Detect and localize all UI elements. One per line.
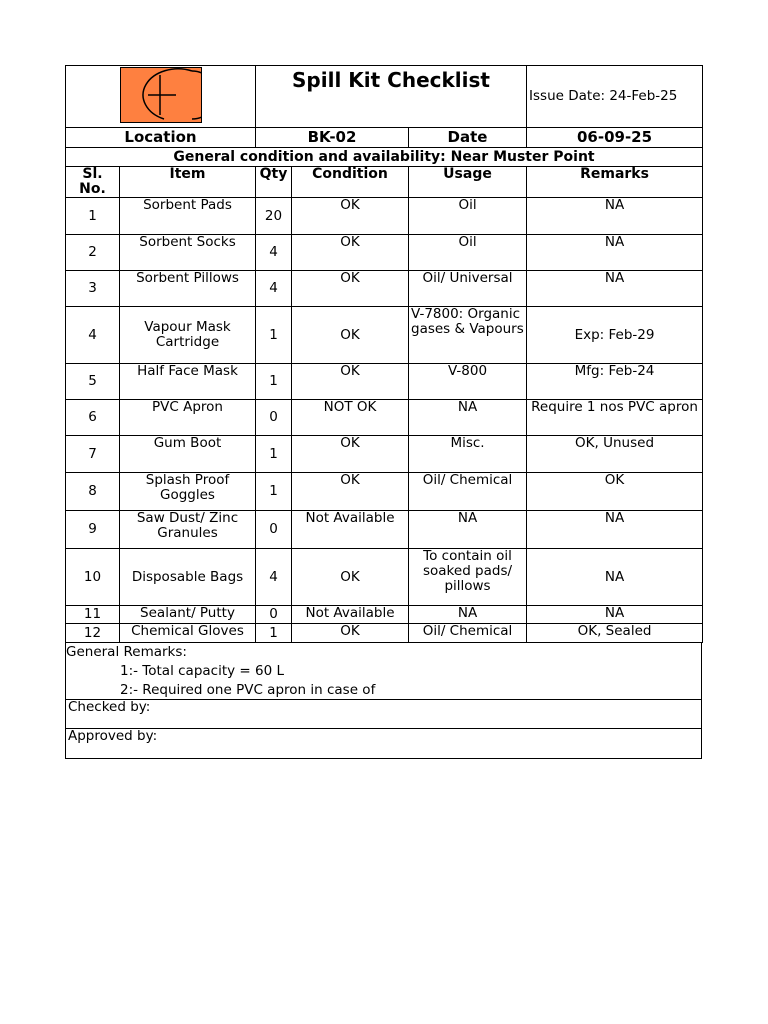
cell-qty: 1 — [256, 307, 292, 364]
general-remarks-label: General Remarks: — [66, 644, 187, 660]
cell-slno: 3 — [66, 271, 120, 307]
cell-condition: Not Available — [292, 606, 409, 624]
table-row — [66, 511, 703, 549]
cell-remarks: NA — [527, 511, 703, 549]
cell-qty: 4 — [256, 549, 292, 606]
table-row — [66, 549, 703, 606]
cell-item: Sorbent Socks — [120, 235, 256, 271]
cell-condition: OK — [292, 198, 409, 235]
cell-item: Half Face Mask — [120, 364, 256, 400]
cell-slno: 8 — [66, 473, 120, 511]
cell-slno: 4 — [66, 307, 120, 364]
page-title: Spill Kit Checklist — [256, 66, 527, 128]
cell-remarks: NA — [527, 606, 703, 624]
date-label: Date — [409, 128, 527, 148]
cell-usage: Oil — [409, 235, 527, 271]
cell-qty: 0 — [256, 606, 292, 624]
checklist-sheet — [65, 65, 702, 759]
cell-qty: 1 — [256, 436, 292, 473]
approved-by: Approved by: — [66, 729, 702, 759]
cell-condition: OK — [292, 549, 409, 606]
table-row — [66, 198, 703, 235]
cell-condition: OK — [292, 235, 409, 271]
cell-remarks: NA — [527, 198, 703, 235]
cell-qty: 1 — [256, 364, 292, 400]
cell-item: Saw Dust/ Zinc Granules — [120, 511, 256, 549]
cell-condition: NOT OK — [292, 400, 409, 436]
cell-remarks: OK, Sealed — [527, 624, 703, 643]
cell-item: Sealant/ Putty — [120, 606, 256, 624]
table-row — [66, 400, 703, 436]
table-row — [66, 624, 703, 643]
cell-slno: 2 — [66, 235, 120, 271]
general-remarks — [65, 643, 702, 699]
cell-usage: Oil — [409, 198, 527, 235]
cell-remarks: Require 1 nos PVC apron — [527, 400, 703, 436]
cell-item: Chemical Gloves — [120, 624, 256, 643]
col-header-usage: Usage — [409, 167, 527, 198]
cell-qty: 4 — [256, 235, 292, 271]
table-row — [66, 364, 703, 400]
table-row — [66, 235, 703, 271]
location-label: Location — [66, 128, 256, 148]
cell-remarks: NA — [527, 235, 703, 271]
header-table — [65, 65, 703, 643]
cell-usage: NA — [409, 511, 527, 549]
cell-usage: Oil/ Universal — [409, 271, 527, 307]
col-header-qty: Qty — [256, 167, 292, 198]
cell-slno: 7 — [66, 436, 120, 473]
cell-slno: 9 — [66, 511, 120, 549]
signature-table — [65, 699, 702, 759]
cell-usage: V-800 — [409, 364, 527, 400]
cell-usage: Oil/ Chemical — [409, 624, 527, 643]
location-value: BK-02 — [256, 128, 409, 148]
cell-remarks: Mfg: Feb-24 — [527, 364, 703, 400]
cell-condition: OK — [292, 436, 409, 473]
cell-item: Disposable Bags — [120, 549, 256, 606]
cell-condition: OK — [292, 307, 409, 364]
cell-item: Sorbent Pillows — [120, 271, 256, 307]
table-row — [66, 606, 703, 624]
table-row — [66, 307, 703, 364]
cell-remarks: NA — [527, 549, 703, 606]
cell-item: Splash Proof Goggles — [120, 473, 256, 511]
cell-usage: NA — [409, 400, 527, 436]
cell-qty: 0 — [256, 400, 292, 436]
cell-qty: 20 — [256, 198, 292, 235]
cell-qty: 4 — [256, 271, 292, 307]
col-header-slno: Sl. No. — [66, 167, 120, 198]
checked-by: Checked by: — [66, 700, 702, 729]
cell-condition: OK — [292, 473, 409, 511]
cell-qty: 1 — [256, 624, 292, 643]
cell-slno: 12 — [66, 624, 120, 643]
cell-item: PVC Apron — [120, 400, 256, 436]
col-header-item: Item — [120, 167, 256, 198]
cell-remarks: OK, Unused — [527, 436, 703, 473]
cell-slno: 6 — [66, 400, 120, 436]
company-logo — [120, 67, 202, 123]
cell-slno: 5 — [66, 364, 120, 400]
cell-condition: OK — [292, 624, 409, 643]
col-header-remarks: Remarks — [527, 167, 703, 198]
cell-slno: 11 — [66, 606, 120, 624]
general-remarks-line: 1:- Total capacity = 60 L — [120, 663, 284, 679]
cell-qty: 1 — [256, 473, 292, 511]
issue-date: Issue Date: 24-Feb-25 — [527, 66, 703, 128]
table-row — [66, 271, 703, 307]
general-condition: General condition and availability: Near Muster Point — [66, 148, 703, 167]
col-header-condition: Condition — [292, 167, 409, 198]
cell-usage: Oil/ Chemical — [409, 473, 527, 511]
table-row — [66, 473, 703, 511]
cell-remarks: OK — [527, 473, 703, 511]
cell-condition: OK — [292, 364, 409, 400]
general-remarks-line: 2:- Required one PVC apron in case of — [120, 682, 376, 698]
table-row — [66, 436, 703, 473]
cell-remarks: Exp: Feb-29 — [527, 307, 703, 364]
cell-remarks: NA — [527, 271, 703, 307]
cell-usage: NA — [409, 606, 527, 624]
cell-item: Gum Boot — [120, 436, 256, 473]
cell-slno: 1 — [66, 198, 120, 235]
cell-usage: To contain oil soaked pads/ pillows — [409, 549, 527, 606]
cell-condition: OK — [292, 271, 409, 307]
cell-item: Sorbent Pads — [120, 198, 256, 235]
cell-slno: 10 — [66, 549, 120, 606]
cell-usage: V-7800: Organic gases & Vapours — [409, 307, 527, 364]
cell-item: Vapour Mask Cartridge — [120, 307, 256, 364]
logo-cell — [66, 66, 256, 128]
cell-usage: Misc. — [409, 436, 527, 473]
cell-condition: Not Available — [292, 511, 409, 549]
cell-qty: 0 — [256, 511, 292, 549]
date-value: 06-09-25 — [527, 128, 703, 148]
